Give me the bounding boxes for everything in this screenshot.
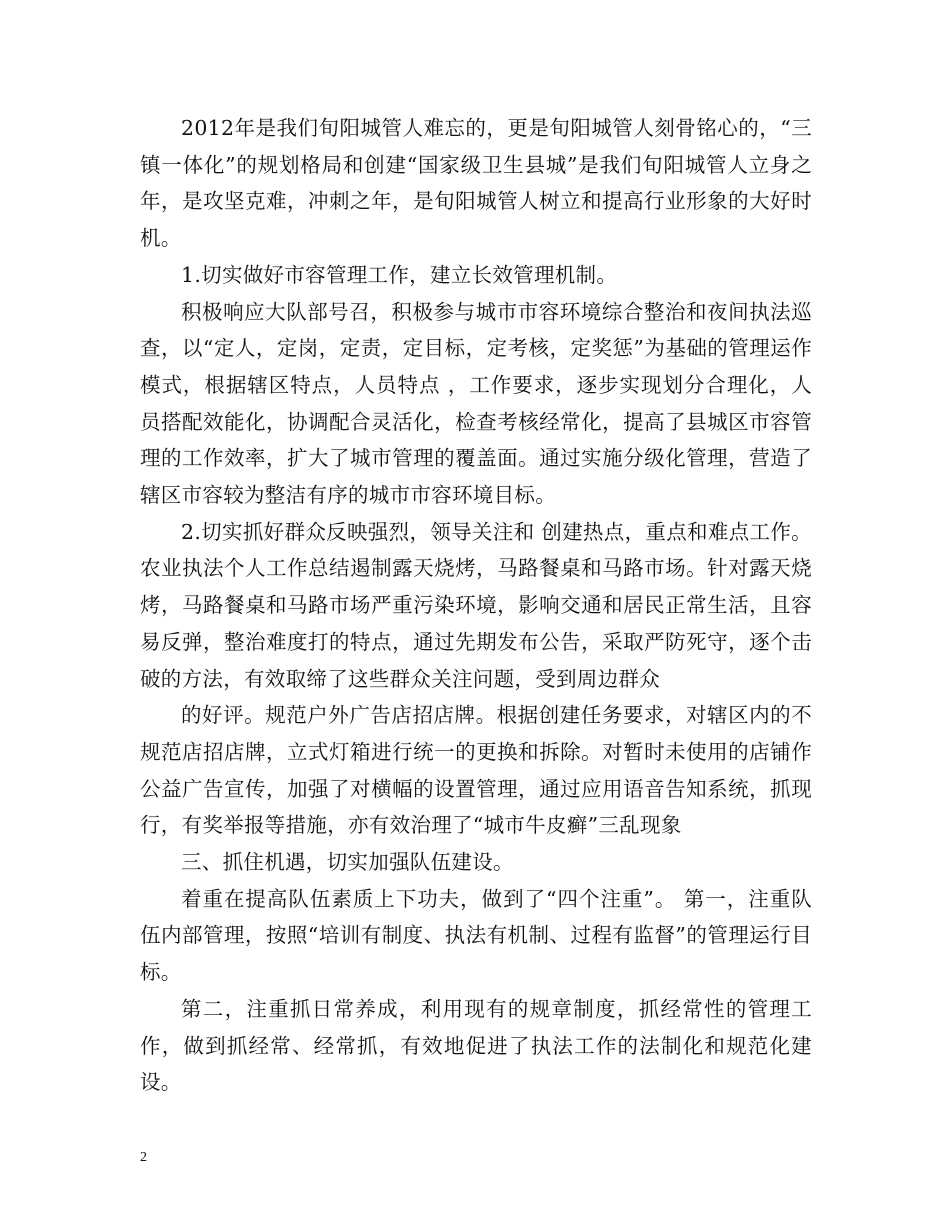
- paragraph-section-3-body: 着重在提高队伍素质上下功夫，做到了“四个注重”。 第一，注重队伍内部管理，按照“培训有制度、执法有机制、过程有监督”的管理运行目标。: [140, 886, 812, 985]
- page-number: 2: [140, 1150, 147, 1165]
- paragraph-item-1-body: 积极响应大队部号召，积极参与城市市容环境综合整治和夜间执法巡查，以“定人，定岗，定责，定目标，定考核，定奖惩”为基础的管理运作模式，根据辖区特点，人员特点 ，工作要求，逐步实现划分合理化，人员搭配效能化，协调配合灵活化，检查考核经常化，提高了县城区市容管理的工作效率，扩大了城市管理的覆盖面。通过实施分级化管理，营造了辖区市容较为整洁有序的城市市容环境目标。: [140, 299, 812, 508]
- paragraph-intro: 2012年是我们旬阳城管人难忘的，更是旬阳城管人刻骨铭心的，“三镇一体化”的规划格局和创建“国家级卫生县城”是我们旬阳城管人立身之年，是攻坚克难，冲刺之年，是旬阳城管人树立和提高行业形象的大好时机。: [140, 116, 812, 251]
- paragraph-section-3-second: 第二，注重抓日常养成，利用现有的规章制度，抓经常性的管理工作，做到抓经常、经常抓，有效地促进了执法工作的法制化和规范化建设。: [140, 996, 812, 1095]
- document-body: [140, 110, 812, 1101]
- heading-item-1: 1.切实做好市容管理工作，建立长效管理机制。: [181, 262, 618, 287]
- paragraph-item-2: 2.切实抓好群众反映强烈，领导关注和 创建热点，重点和难点工作。农业执法个人工作总结遏制露天烧烤，马路餐桌和马路市场。针对露天烧烤，马路餐桌和马路市场严重污染环境，影响交通和居民正常生活，且容易反弹，整治难度打的特点，通过先期发布公告，采取严防死守，逐个击破的方法，有效取缔了这些群众关注问题，受到周边群众: [140, 519, 812, 691]
- paragraph-item-2-continued: 的好评。规范户外广告店招店牌。根据创建任务要求，对辖区内的不规范店招店牌，立式灯箱进行统一的更换和拆除。对暂时未使用的店铺作公益广告宣传，加强了对横幅的设置管理，通过应用语音告知系统，抓现行，有奖举报等措施，亦有效治理了“城市牛皮癣”三乱现象: [140, 703, 812, 838]
- heading-section-3: 三、抓住机遇，切实加强队伍建设。: [181, 850, 514, 875]
